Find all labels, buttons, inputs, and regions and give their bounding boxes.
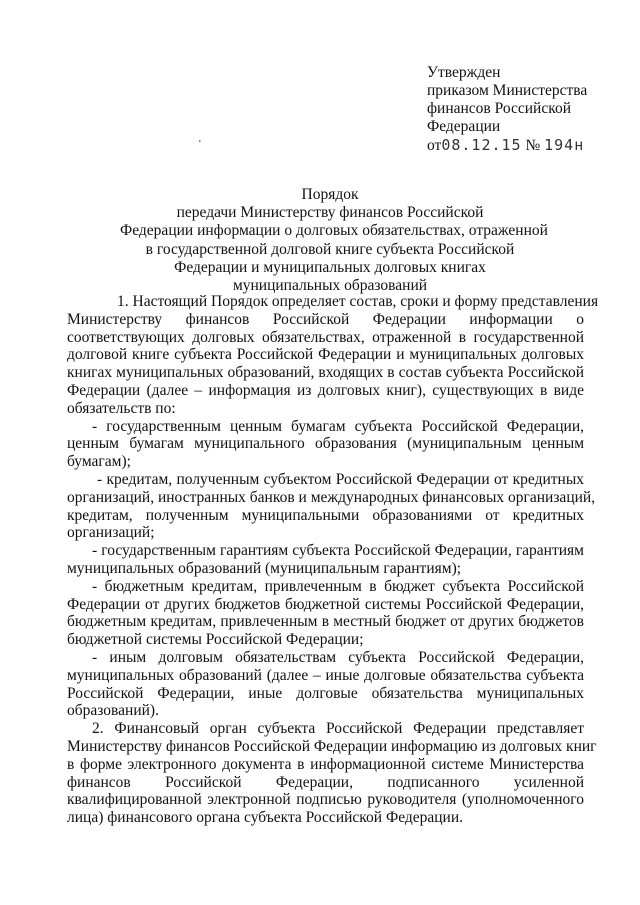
order-number-sign: № (525, 137, 541, 154)
body-line: - бюджетным кредитам, привлеченным в бюджет субъекта Российской (92, 577, 584, 595)
body-line: соответствующих долговых обязательствах, отраженной в государственной (67, 328, 584, 346)
order-date: 08.12.15 (441, 136, 522, 154)
approval-stamp (427, 64, 627, 155)
document-body (67, 293, 599, 827)
body-line: образований). (67, 702, 159, 720)
body-line: организаций; (67, 524, 155, 542)
body-line: бюджетной системы Российской Федерации; (67, 631, 364, 649)
body-line: книгах муниципальных образований, входящих в состав субъекта Российской (67, 364, 584, 382)
title-line: Федерации информации о долговых обязательствах, отраженной (120, 222, 548, 240)
stray-mark: ' (199, 139, 201, 150)
body-line: Министерству финансов Российской Федерации информации о (67, 310, 584, 328)
order-number: 194н (544, 136, 585, 154)
body-line: долговой книге субъекта Российской Федерации и муниципальных долговых (67, 346, 584, 364)
body-line: Российской Федерации, иные долговые обязательства муниципальных (67, 684, 584, 702)
order-line (427, 136, 627, 155)
title-line: муниципальных образований (232, 277, 428, 295)
title-line: Федерации и муниципальных долговых книгах (174, 258, 486, 276)
body-line: 2. Финансовый орган субъекта Российской Федерации представляет (92, 720, 584, 738)
body-line: Федерации (далее – информация из долговых книг), существующих в виде (67, 381, 584, 399)
body-line: обязательств по: (67, 399, 176, 417)
approval-line-2: приказом Министерства (427, 82, 588, 99)
title-line: Порядок (301, 186, 359, 203)
body-line: организаций, иностранных банков и международных финансовых организаций, (67, 488, 596, 506)
order-prefix: от (427, 137, 442, 154)
body-line: в форме электронного документа в информационной системе Министерства (67, 755, 584, 773)
body-line: - государственным гарантиям субъекта Российской Федерации, гарантиям (92, 542, 584, 560)
body-line: бюджетным кредитам, привлеченным в местный бюджет от других бюджетов (67, 613, 584, 631)
body-line: - государственным ценным бумагам субъекта Российской Федерации, (92, 417, 584, 435)
body-line: лица) финансового органа субъекта Российской Федерации. (67, 809, 464, 827)
body-line: квалифицированной электронной подписью руководителя (уполномоченного (67, 791, 584, 809)
body-line: муниципальных образований (далее – иные долговые обязательства субъекта (67, 666, 584, 684)
body-line: ценным бумагам муниципального образования (муниципальным ценным (67, 435, 584, 453)
approval-line-4: Федерации (427, 118, 501, 135)
body-line: - иным долговым обязательствам субъекта Российской Федерации, (92, 648, 584, 666)
body-line: муниципальных образований (муниципальным гарантиям); (67, 559, 462, 577)
body-line: Федерации от других бюджетов бюджетной системы Российской Федерации, (67, 595, 584, 613)
document-title (120, 186, 548, 295)
approval-line-3: финансов Российской (427, 100, 572, 117)
title-line: в государственной долговой книге субъекта Российской (145, 240, 515, 258)
body-line: Министерству финансов Российской Федерации информацию из долговых книг (67, 737, 597, 755)
approval-line-1: Утвержден (427, 64, 501, 81)
title-line: передачи Министерству финансов Российской (176, 204, 484, 222)
body-line: 1. Настоящий Порядок определяет состав, сроки и форму представления (117, 293, 599, 310)
body-line: кредитам, полученным муниципальными образованиями от кредитных (67, 506, 584, 524)
body-line: финансов Российской Федерации, подписанного усиленной (67, 773, 584, 791)
body-line: - кредитам, полученным субъектом Российской Федерации от кредитных (97, 470, 584, 488)
body-line: бумагам); (67, 453, 131, 471)
